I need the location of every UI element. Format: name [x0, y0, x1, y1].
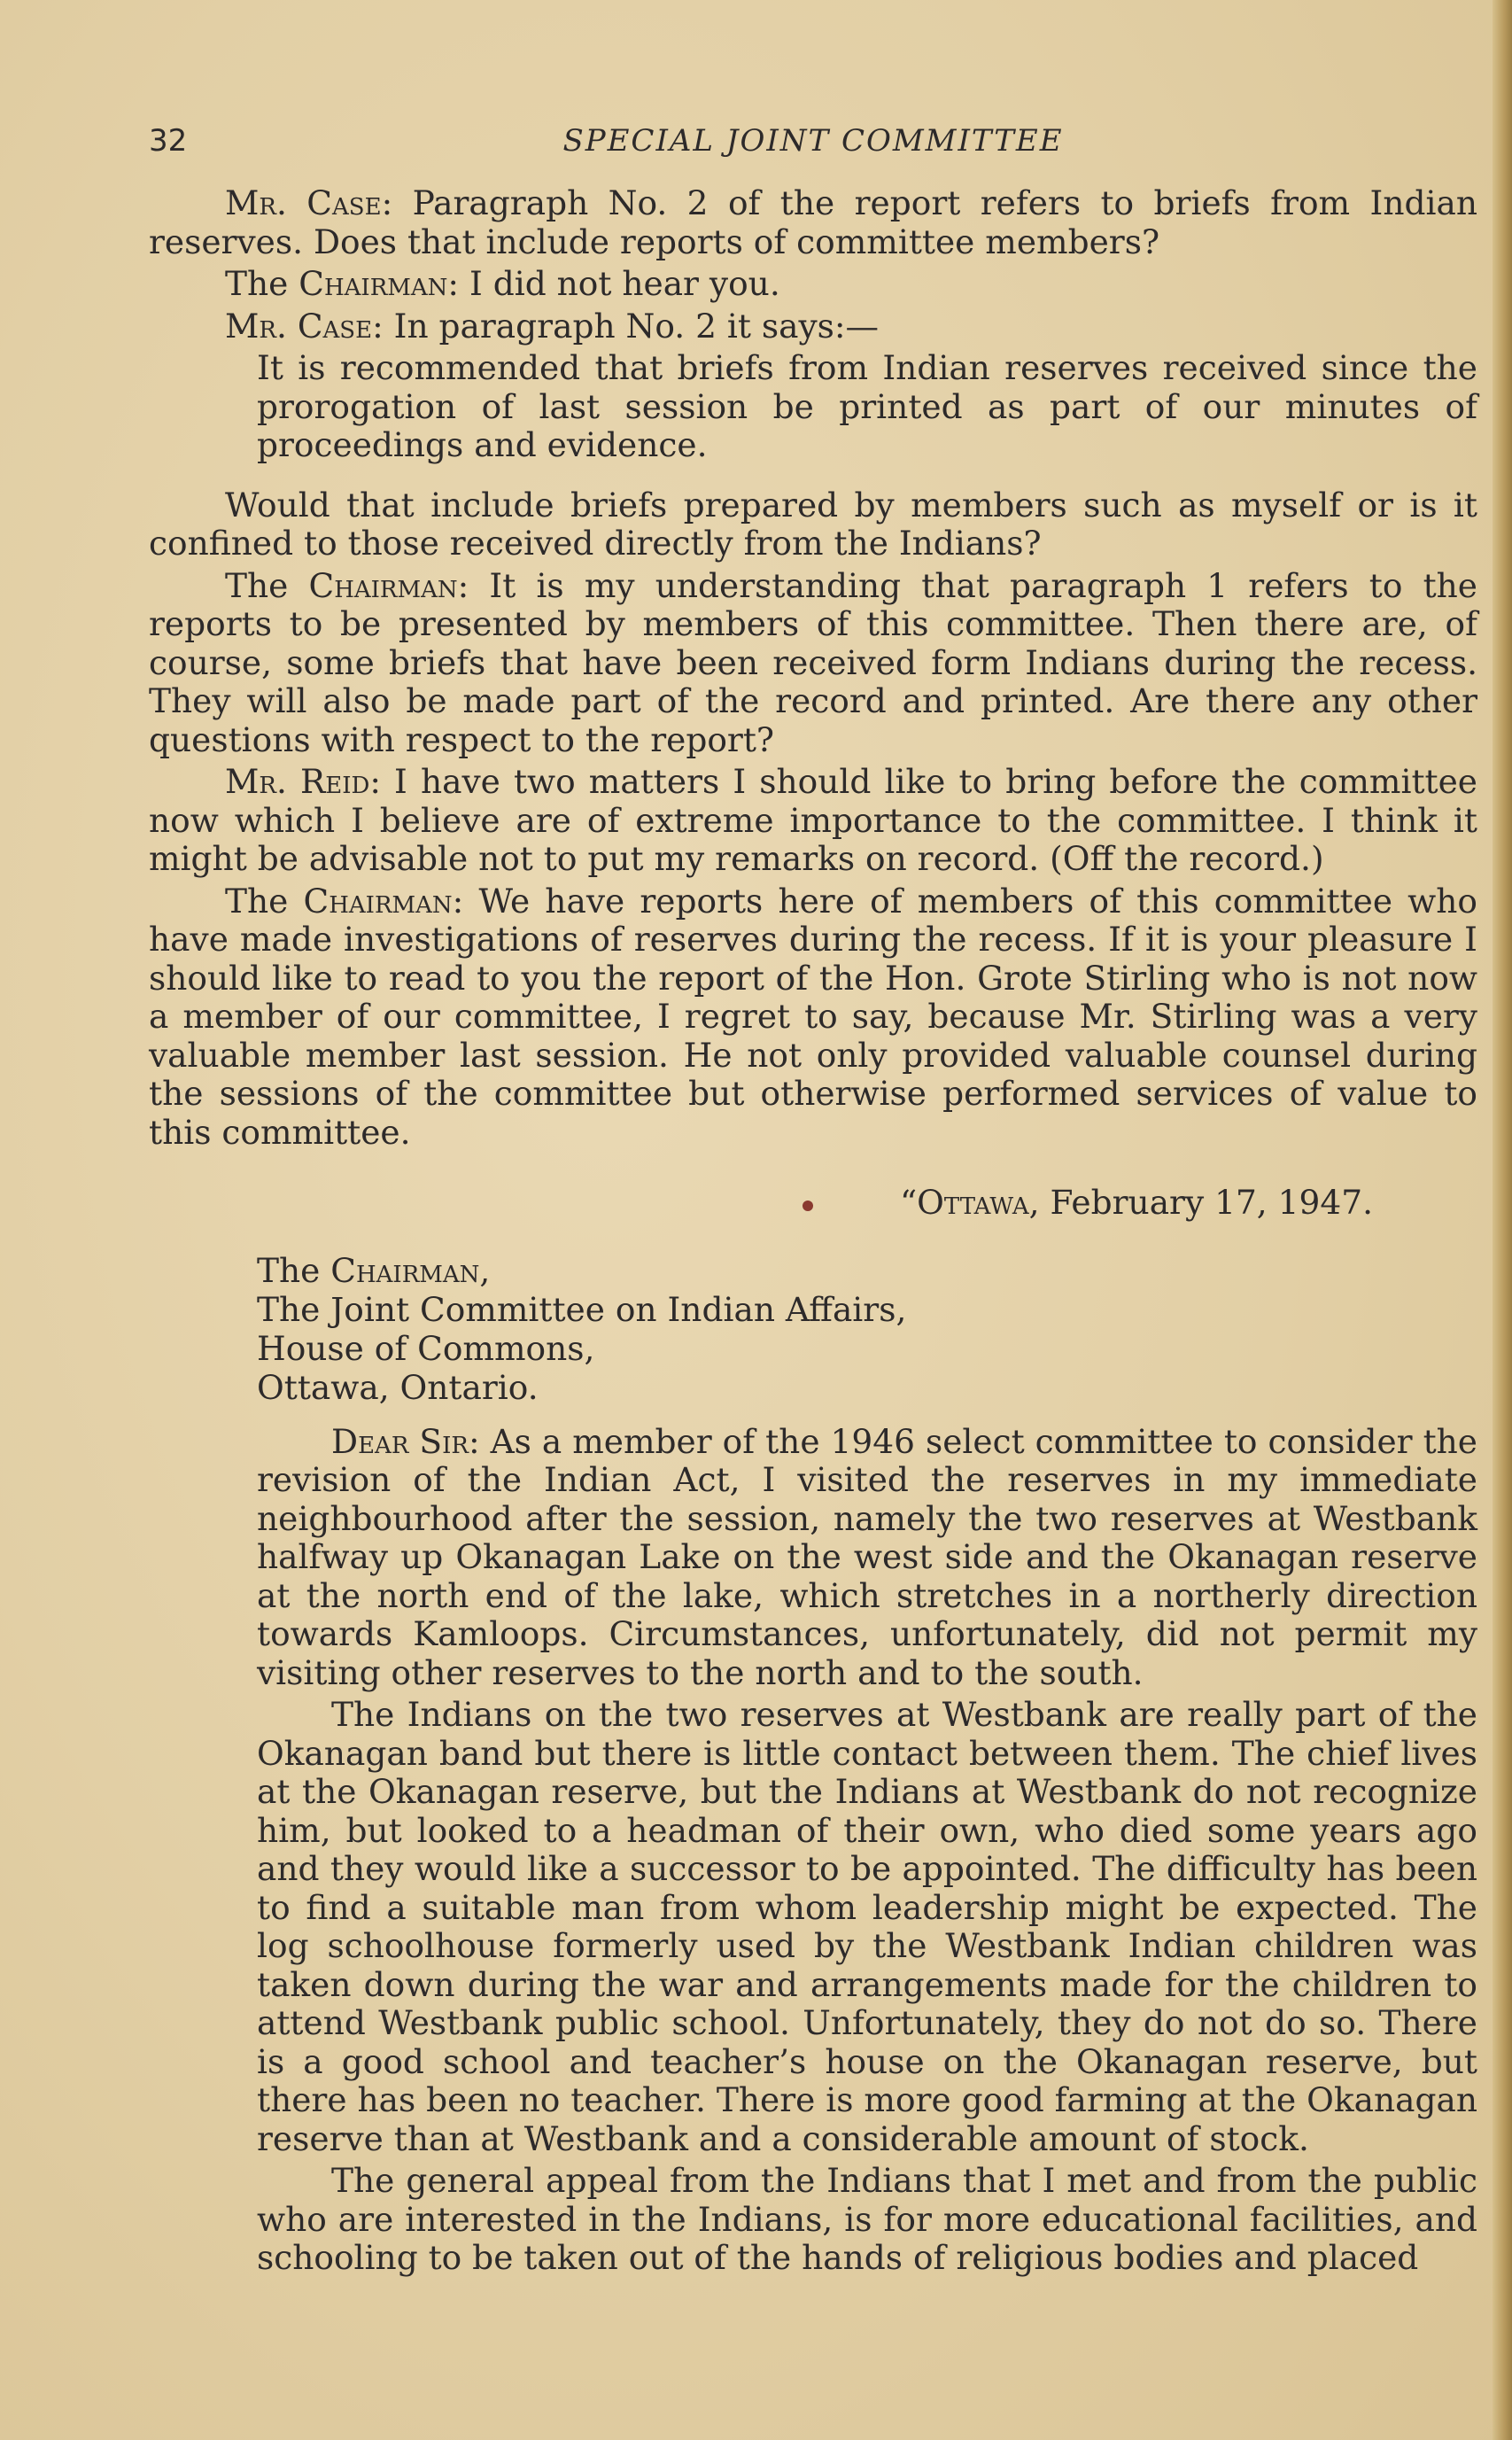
letter-dateline — [149, 1184, 1477, 1223]
letter-body — [257, 1251, 1477, 2278]
letter-paragraph — [257, 1423, 1477, 1693]
paragraph-text: : In paragraph No. 2 it says:— — [372, 306, 880, 346]
letter-paragraph: The Indians on the two reserves at Westbank are really part of the Okanagan band but there is little contact between them. The chief lives at the Okanagan reserve, but the Indians at Westbank do not recognize him, but looked to a headman of their own, who died some years ago and they would like a successor to be appointed. The difficulty has been to find a suitable man from whom leadership might be expected. The log schoolhouse formerly used by the Westbank Indian children was taken down during the war and arrangements made for the children to attend Westbank public school. Unfortunately, they do not do so. There is a good school and teacher’s house on the Okanagan reserve, but there has been no teacher. There is more good farming at the Okanagan reserve than at Westbank and a considerable amount of stock. — [257, 1695, 1477, 2158]
speaker-name: Mr. Reid — [225, 762, 370, 801]
paragraph — [149, 184, 1477, 261]
address-line: Ottawa, Ontario. — [257, 1367, 539, 1407]
paragraph-text: : Paragraph No. 2 of the report refers to briefs from Indian reserves. Does that include reports of committee members? — [149, 183, 1477, 261]
speaker-name: Chairman — [299, 264, 448, 303]
paragraph-text: : We have reports here of members of this committee who have made investigations of reserves during the recess. If it is your pleasure I should like to read to you the report of the Hon. Grote Stirling who is not now a member of our committee, I regret to say, because Mr. Stirling was a very valuable member last session. He not only provided valuable counsel during the sessions of the committee but otherwise performed services of value to this committee. — [149, 881, 1477, 1152]
page-edge — [1493, 0, 1512, 2440]
paragraph: Would that include briefs prepared by members such as myself or is it confined to those received directly from the Indians? — [149, 485, 1477, 563]
speaker-prefix: The — [225, 881, 304, 921]
paragraph — [149, 265, 1477, 304]
address-line — [257, 1251, 1477, 1290]
dateline-place: “Ottawa — [900, 1183, 1029, 1222]
speaker-prefix: The — [225, 565, 309, 605]
ink-dot-icon — [803, 1201, 813, 1211]
speaker-name: Chairman — [308, 565, 458, 605]
paragraph — [149, 567, 1477, 760]
address-prefix: The — [257, 1250, 331, 1290]
speaker-prefix: The — [225, 264, 299, 303]
block-quote — [257, 349, 1477, 465]
paragraph — [149, 307, 1477, 346]
paragraph-text: : I have two matters I should like to bring before the committee now which I believe are of extreme importance to the committee. I think it might be advisable not to put my remarks on record. (Off the record.) — [149, 762, 1477, 878]
paragraph-text: : It is my understanding that paragraph 1 refers to the reports to be presented by members of this committee. Then there are, of course, some briefs that have been received form Indians during the recess. They will also be made part of the record and printed. Are there any other questions with respect to the report? — [149, 565, 1477, 759]
speaker-name: Mr. Case — [225, 306, 373, 346]
speaker-name: Mr. Case — [225, 183, 382, 222]
page-header — [149, 122, 1477, 175]
letter-salutation: Dear Sir — [331, 1421, 469, 1461]
paragraph-text: : I did not hear you. — [447, 264, 780, 303]
paragraph — [149, 882, 1477, 1153]
quote-text: It is recommended that briefs from Indian reserves received since the prorogation of last session be printed as part of our minutes of proceedings and evidence. — [257, 348, 1477, 464]
address-line: House of Commons, — [257, 1328, 595, 1368]
page-number: 32 — [149, 123, 188, 159]
dateline-date: , February 17, 1947. — [1028, 1183, 1373, 1222]
document-page — [149, 122, 1477, 2281]
running-title: SPECIAL JOINT COMMITTEE — [562, 123, 1064, 159]
address-title: Chairman — [330, 1250, 480, 1290]
letter-paragraph: The general appeal from the Indians that I met and from the public who are interested in the Indians, is for more educational facilities, and schooling to be taken out of the hands of religious bodies and placed — [257, 2161, 1477, 2277]
speaker-name: Chairman — [303, 881, 453, 921]
address-line: The Joint Committee on Indian Affairs, — [257, 1289, 907, 1329]
letter-address — [257, 1251, 1477, 1407]
address-suffix: , — [479, 1250, 491, 1290]
paragraph — [149, 763, 1477, 879]
paragraph-text: : As a member of the 1946 select committee to consider the revision of the Indian Act, I visited the reserves in my immediate neighbourhood after the session, namely the two reserves at Westbank halfway up Okanagan Lake on the west side and the Okanagan reserve at the north end of the lake, which stretches in a northerly direction towards Kamloops. Circumstances, unfortunately, did not permit my visiting other reserves to the north and to the south. — [257, 1421, 1477, 1692]
